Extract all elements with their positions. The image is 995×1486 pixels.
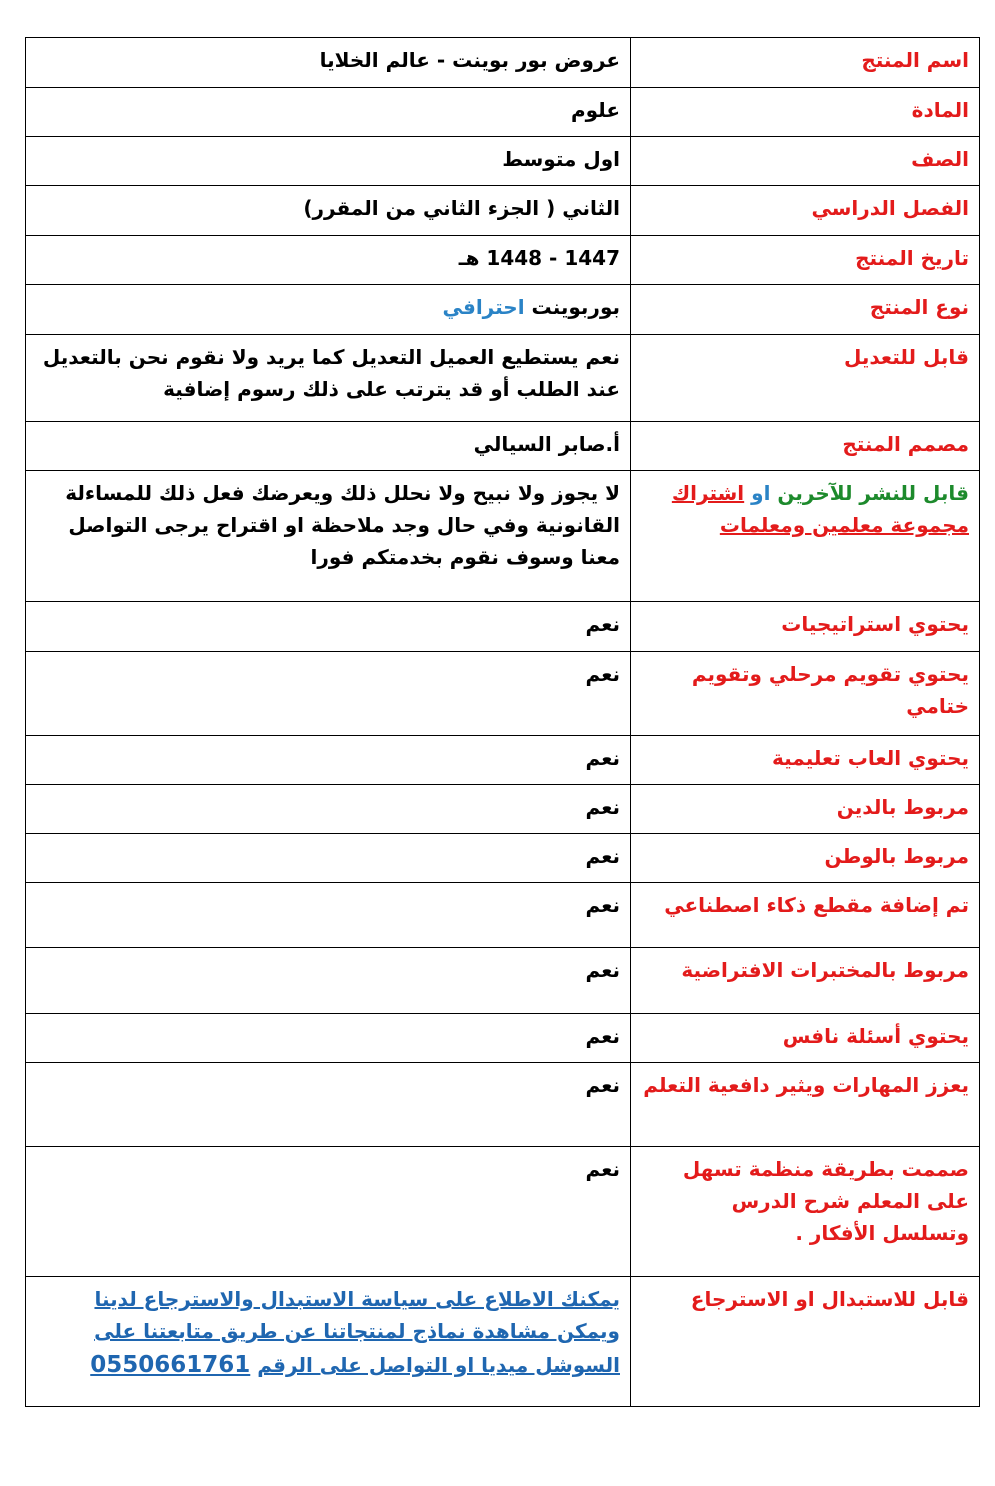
phone-number-link[interactable]: 0550661761 [90,1352,251,1378]
value-organized: نعم [26,1147,631,1277]
value-religion: نعم [26,785,631,834]
row-homeland [26,834,980,883]
value-designer: أ.صابر السيالي [26,422,631,471]
row-designer [26,422,980,471]
label-exchange: قابل للاستبدال او الاسترجاع [631,1277,980,1407]
label-grade: الصف [631,137,980,186]
value-nafes: نعم [26,1014,631,1063]
label-religion: مربوط بالدين [631,785,980,834]
label-product-name: اسم المنتج [631,38,980,88]
label-subject: المادة [631,88,980,137]
value-homeland: نعم [26,834,631,883]
row-subject [26,88,980,137]
row-semester [26,186,980,236]
value-publish: لا يجوز ولا نبيح ولا نحلل ذلك ويعرضك فعل ذلك للمساءلة القانونية وفي حال وجد ملاحظة او اقتراح يرجى التواصل معنا وسوف نقوم بخدمتكم فورا [26,471,631,602]
exchange-policy-link[interactable]: يمكنك الاطلاع على سياسة الاستبدال والاسترجاع لدينا ويمكن مشاهدة نماذج لمنتجاتنا عن طريق متابعتنا على السوشل ميديا او التواصل على الرقم [94,1287,620,1377]
value-subject: علوم [26,88,631,137]
row-skills [26,1063,980,1147]
label-date: تاريخ المنتج [631,236,980,285]
row-nafes [26,1014,980,1063]
product-spec-table [25,37,980,1407]
row-games [26,736,980,785]
row-date [26,236,980,285]
label-ai-clip: تم إضافة مقطع ذكاء اصطناعي [631,883,980,948]
label-semester: الفصل الدراسي [631,186,980,236]
value-type [26,285,631,335]
row-virtual-labs [26,948,980,1014]
label-publish-part2: اشتراك مجموعة معلمين ومعلمات [671,481,969,537]
row-editable [26,335,980,422]
row-assessment [26,652,980,736]
label-publish [631,471,980,602]
row-ai-clip [26,883,980,948]
value-date: 1447 - 1448 هـ [26,236,631,285]
label-skills: يعزز المهارات ويثير دافعية التعلم [631,1063,980,1147]
row-exchange [26,1277,980,1407]
row-product-name [26,38,980,88]
row-religion [26,785,980,834]
value-strategies: نعم [26,602,631,652]
label-type: نوع المنتج [631,285,980,335]
value-assessment: نعم [26,652,631,736]
row-publish [26,471,980,602]
row-grade [26,137,980,186]
label-assessment: يحتوي تقويم مرحلي وتقويم ختامي [631,652,980,736]
value-editable: نعم يستطيع العميل التعديل كما يريد ولا نقوم نحن بالتعديل عند الطلب أو قد يترتب على ذلك رسوم إضافية [26,335,631,422]
value-type-main: بوربوينت [531,295,620,319]
value-semester: الثاني ( الجزء الثاني من المقرر) [26,186,631,236]
row-organized [26,1147,980,1277]
value-ai-clip: نعم [26,883,631,948]
label-publish-part1: قابل للنشر للآخرين [777,481,969,505]
row-type [26,285,980,335]
label-strategies: يحتوي استراتيجيات [631,602,980,652]
value-virtual-labs: نعم [26,948,631,1014]
label-organized: صممت بطريقة منظمة تسهل على المعلم شرح الدرس وتسلسل الأفكار . [631,1147,980,1277]
label-games: يحتوي العاب تعليمية [631,736,980,785]
label-nafes: يحتوي أسئلة نافس [631,1014,980,1063]
label-designer: مصمم المنتج [631,422,980,471]
label-homeland: مربوط بالوطن [631,834,980,883]
label-virtual-labs: مربوط بالمختبرات الافتراضية [631,948,980,1014]
value-product-name: عروض بور بوينت - عالم الخلايا [26,38,631,88]
value-exchange [26,1277,631,1407]
value-type-accent: احترافي [442,295,525,319]
label-publish-or: او [751,481,771,505]
value-skills: نعم [26,1063,631,1147]
value-games: نعم [26,736,631,785]
row-strategies [26,602,980,652]
value-grade: اول متوسط [26,137,631,186]
label-editable: قابل للتعديل [631,335,980,422]
